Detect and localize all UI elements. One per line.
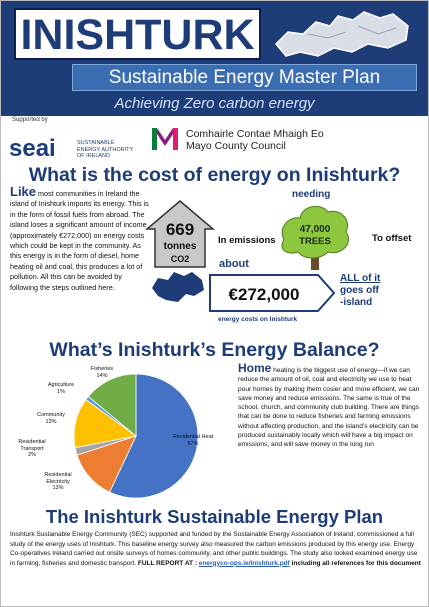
home-heating-paragraph [238, 361, 421, 450]
mayo-council-text [186, 128, 324, 152]
plan-title: Sustainable Energy Master Plan [108, 67, 381, 88]
tonnes-value: 669 [165, 220, 195, 239]
pie-label-community: Community 13% [37, 412, 65, 425]
title-box [14, 8, 261, 60]
plan-body: Inishturk Sustainable Energy Community (SEC) supported and funded by the Sustainable Energy Association of Ireland, commissioned a full study of the energy uses of Inishturk. This baseline energy survey also measured the carbon emissions produced by this energy use. Energy Co-operatives Ireland carried out onsite surveys of homes community, and other public buildings. The study also looked examined energy use in farming, fisheries and domestic transport. [10, 531, 418, 567]
mayo-council-logo-icon [150, 124, 180, 154]
pie-label-residential-transport: Residential Transport 2% [18, 439, 46, 458]
money-label: energy costs on Inishturk [218, 316, 298, 323]
balance-heading: What’s Inishturk’s Energy Balance? [49, 339, 380, 361]
energy-balance-chart [8, 364, 234, 504]
goes-off-line1: ALL of it [340, 273, 381, 284]
supported-by-label: Supported by [12, 117, 48, 123]
report-tail: including all references for this document [289, 559, 421, 567]
to-offset-label: To offset [372, 233, 412, 244]
needing-label: needing [292, 189, 331, 200]
goes-off-line2: goes off [340, 285, 379, 296]
seai-wordmark: seai [9, 135, 56, 162]
house-icon [145, 199, 215, 269]
about-label: about [219, 258, 249, 270]
pie-label-residential-heat: Residential Heat 57% [172, 434, 214, 447]
seai-subtext: SUSTAINABLE ENERGY AUTHORITY OF IRELAND [77, 140, 134, 159]
page-title: INISHTURK [20, 11, 255, 59]
home-body: heating is the biggest use of energy—if we can reduce the amount of oil, coal and electricity we use to heat pour homes by making them cosier and more efficient, we can save money and reduce emissions. The same is true of the school, church, and community club building. There are things that can be done to reduce fisheries and farming emissions without affecting production, and the island’s electricity can be produced sustainably locally which will have a big impact on emissions, and will save money in the long run [238, 367, 420, 449]
mayo-line-english: Mayo County Council [186, 140, 286, 152]
seai-logo [9, 135, 134, 163]
island-map-icon [268, 4, 418, 64]
plan-heading: The Inishturk Sustainable Energy Plan [45, 506, 384, 527]
report-link[interactable]: energyco-ops.ie/Inishturk.pdf [198, 559, 290, 567]
goes-off-island-text [340, 273, 425, 309]
pie-label-residential-electricity: Residential Electricity 13% [44, 472, 72, 491]
trees-value: 47,000 [299, 224, 331, 235]
pie-label-fisheries: Fisheries 14% [90, 366, 114, 379]
island-silhouette-icon [148, 266, 208, 306]
tagline: Achieving Zero carbon energy [114, 95, 315, 112]
tonnes-unit: tonnes [163, 241, 197, 252]
cost-intro-body: most communities in Ireland the island of Inishturk imports its energy. This is in the form of fossil fuels from abroad. The island loses a significant amount of income (approximately €272,000) on energy costs which could be kept in the community. As this energy is in the form of diesel, home heating oil and coal, this produces a lot of pollution. All this can be avoided by following the steps outlined here. [10, 189, 149, 292]
money-arrow-box [208, 273, 336, 313]
home-drop-word: Home [238, 361, 272, 375]
cost-intro-paragraph [10, 184, 150, 293]
in-emissions-label: In emissions [218, 235, 276, 246]
cost-heading: What is the cost of energy on Inishturk? [28, 164, 401, 186]
pie-label-agriculture: Agriculture 1% [47, 382, 75, 395]
cost-intro-drop-word: Like [10, 184, 37, 199]
header-banner [0, 0, 429, 116]
trees-unit: TREES [299, 236, 331, 247]
subtitle-band [72, 64, 417, 91]
tree-icon [276, 202, 354, 270]
goes-off-line3: -island [340, 297, 373, 308]
mayo-line-irish: Comhairle Contae Mhaigh Eo [186, 128, 324, 140]
money-value: €272,000 [228, 285, 300, 304]
report-label: FULL REPORT AT : [137, 559, 199, 567]
plan-paragraph [10, 530, 422, 568]
tonnes-gas: CO2 [170, 254, 190, 264]
